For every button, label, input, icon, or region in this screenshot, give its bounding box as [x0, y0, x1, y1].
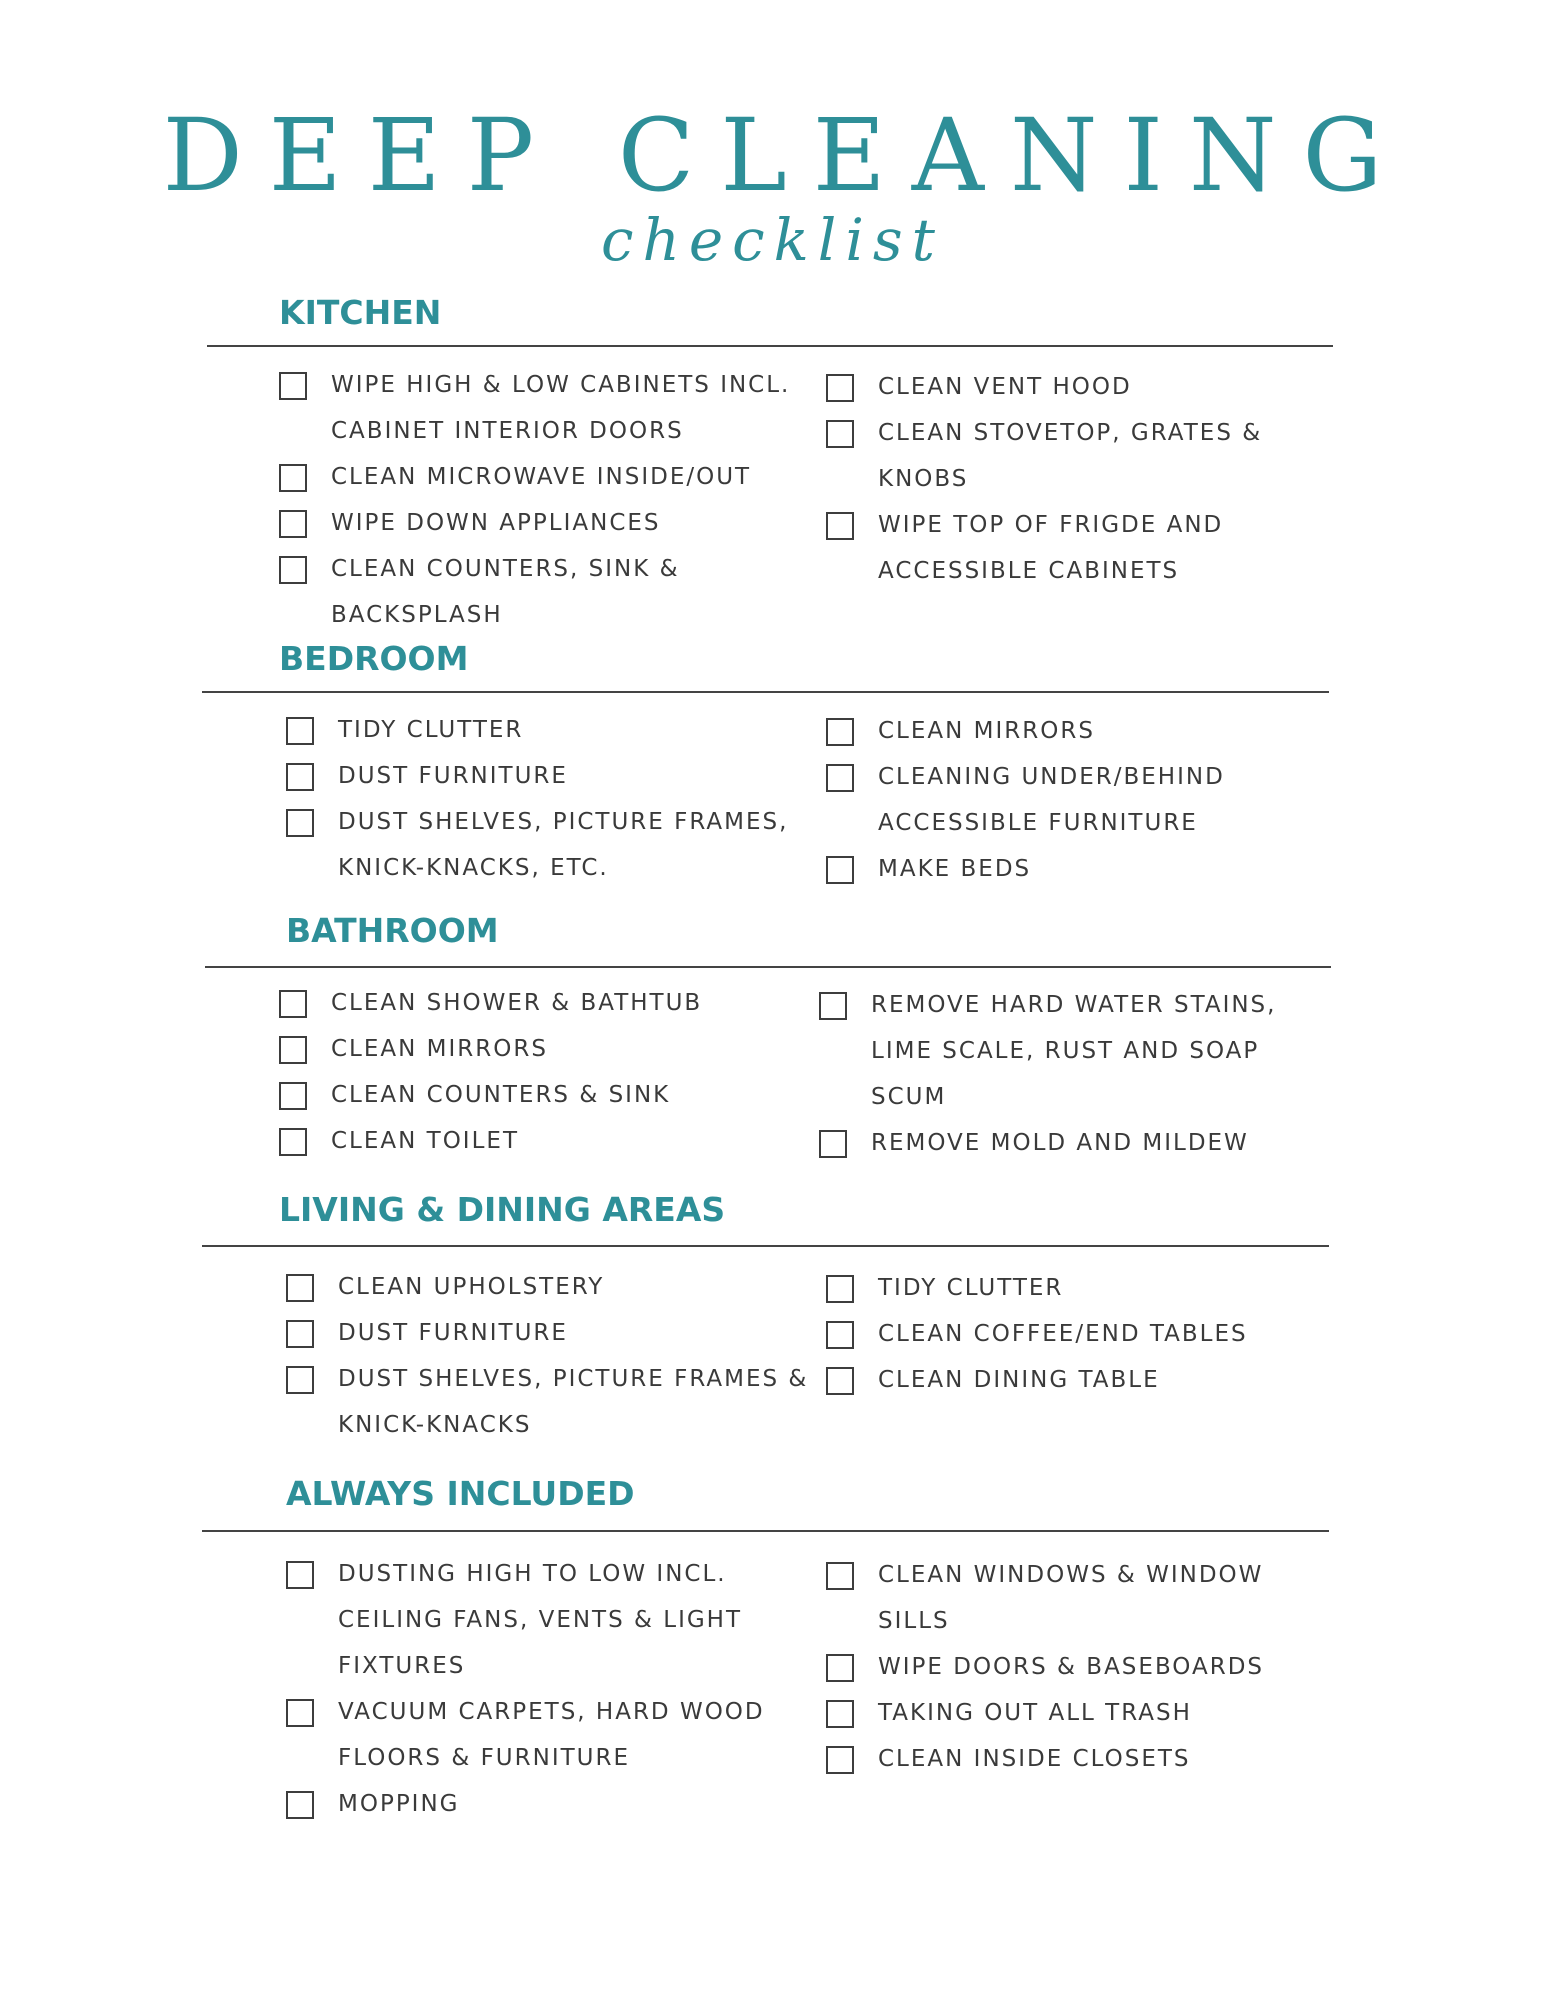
section-divider: [202, 1245, 1329, 1247]
checklist-item-label: [878, 1357, 1160, 1403]
checklist-item-line: TIDY CLUTTER: [338, 717, 524, 743]
checklist-item: [279, 454, 790, 500]
section-heading-kitchen: KITCHEN: [279, 293, 442, 332]
checklist-item-line: ACCESSIBLE FURNITURE: [878, 810, 1198, 836]
checkbox[interactable]: [826, 374, 854, 402]
checklist-item: [826, 364, 1262, 410]
checklist-item-label: [338, 799, 788, 891]
checkbox[interactable]: [286, 1791, 314, 1819]
checklist-item: [286, 1551, 765, 1689]
checklist-item-line: CLEAN MICROWAVE INSIDE/OUT: [331, 464, 752, 490]
living-dining-left-column: [286, 1264, 808, 1448]
checkbox[interactable]: [819, 1130, 847, 1158]
checklist-item-line: VACUUM CARPETS, HARD WOOD: [338, 1699, 765, 1725]
checklist-item-line: CLEAN COUNTERS, SINK &: [331, 556, 680, 582]
checklist-item-line: CLEAN MIRRORS: [878, 718, 1095, 744]
checklist-item: [826, 846, 1225, 892]
kitchen-left-column: [279, 362, 790, 638]
checklist-item-line: FLOORS & FURNITURE: [338, 1745, 630, 1771]
checklist-item-label: [338, 753, 568, 799]
checklist-item: [286, 1264, 808, 1310]
checkbox[interactable]: [826, 856, 854, 884]
checklist-item-line: TAKING OUT ALL TRASH: [878, 1700, 1192, 1726]
checkbox[interactable]: [286, 763, 314, 791]
checklist-item-line: SILLS: [878, 1608, 950, 1634]
checklist-item-label: [878, 708, 1095, 754]
checkbox[interactable]: [826, 1654, 854, 1682]
checkbox[interactable]: [826, 1275, 854, 1303]
checklist-item-line: CLEAN TOILET: [331, 1128, 519, 1154]
checklist-item-line: ACCESSIBLE CABINETS: [878, 558, 1180, 584]
checklist-item-label: [331, 1026, 548, 1072]
checklist-item: [286, 1310, 808, 1356]
checklist-item-label: [878, 754, 1225, 846]
checkbox[interactable]: [826, 1321, 854, 1349]
checklist-item: [826, 754, 1225, 846]
checkbox[interactable]: [286, 1274, 314, 1302]
checklist-item: [819, 982, 1276, 1120]
always-included-right-column: [826, 1552, 1264, 1782]
checklist-item-label: [878, 410, 1262, 502]
checklist-item: [286, 799, 788, 891]
checklist-item-line: CLEAN WINDOWS & WINDOW: [878, 1562, 1264, 1588]
checklist-item-label: [878, 1311, 1248, 1357]
checklist-item-line: SCUM: [871, 1084, 947, 1110]
checklist-item-label: [871, 982, 1276, 1120]
checklist-item-label: [878, 1644, 1264, 1690]
checkbox[interactable]: [826, 1700, 854, 1728]
checklist-item-label: [338, 1310, 568, 1356]
checklist-item-line: DUST FURNITURE: [338, 1320, 568, 1346]
checklist-item-line: CLEANING UNDER/BEHIND: [878, 764, 1225, 790]
checkbox[interactable]: [819, 992, 847, 1020]
checkbox[interactable]: [286, 1699, 314, 1727]
checklist-item-line: CLEAN COUNTERS & SINK: [331, 1082, 671, 1108]
page-title: DEEP CLEANING: [162, 97, 1409, 214]
checklist-item: [286, 707, 788, 753]
section-heading-living-dining: LIVING & DINING AREAS: [279, 1190, 726, 1229]
checklist-item-label: [871, 1120, 1249, 1166]
checklist-item: [279, 980, 702, 1026]
checklist-item: [826, 1690, 1264, 1736]
checklist-item: [279, 362, 790, 454]
checkbox[interactable]: [279, 372, 307, 400]
checkbox[interactable]: [826, 1367, 854, 1395]
checklist-item: [826, 410, 1262, 502]
checklist-item-line: REMOVE MOLD AND MILDEW: [871, 1130, 1249, 1156]
section-divider: [205, 966, 1331, 968]
checklist-item-line: WIPE HIGH & LOW CABINETS INCL.: [331, 372, 791, 398]
checklist-item-label: [331, 980, 702, 1026]
checklist-item: [826, 502, 1262, 594]
checkbox[interactable]: [826, 512, 854, 540]
checkbox[interactable]: [826, 420, 854, 448]
checklist-item-line: BACKSPLASH: [331, 602, 503, 628]
checklist-item-line: CLEAN VENT HOOD: [878, 374, 1132, 400]
checklist-item-label: [338, 1689, 765, 1781]
section-heading-always-included: ALWAYS INCLUDED: [286, 1474, 635, 1513]
checkbox[interactable]: [286, 1320, 314, 1348]
checklist-item-line: MAKE BEDS: [878, 856, 1032, 882]
checklist-item-line: WIPE DOORS & BASEBOARDS: [878, 1654, 1265, 1680]
checklist-item: [286, 1356, 808, 1448]
section-divider: [207, 345, 1333, 347]
checkbox[interactable]: [826, 1562, 854, 1590]
checklist-item-line: DUST SHELVES, PICTURE FRAMES &: [338, 1366, 809, 1392]
checklist-item: [826, 1311, 1248, 1357]
checkbox[interactable]: [286, 1366, 314, 1394]
checkbox[interactable]: [279, 1128, 307, 1156]
checklist-item-line: MOPPING: [338, 1791, 460, 1817]
checklist-item: [279, 500, 790, 546]
checklist-item-line: DUSTING HIGH TO LOW INCL.: [338, 1561, 727, 1587]
bathroom-right-column: [819, 982, 1276, 1166]
checkbox[interactable]: [286, 809, 314, 837]
checkbox[interactable]: [286, 1561, 314, 1589]
checklist-item-line: DUST SHELVES, PICTURE FRAMES,: [338, 809, 789, 835]
kitchen-right-column: [826, 364, 1262, 594]
checklist-item: [286, 1689, 765, 1781]
checklist-item-line: KNOBS: [878, 466, 969, 492]
checkbox[interactable]: [279, 464, 307, 492]
checkbox[interactable]: [279, 1036, 307, 1064]
checklist-item-label: [331, 1118, 519, 1164]
checkbox[interactable]: [279, 510, 307, 538]
checklist-item: [826, 1265, 1248, 1311]
checklist-item-line: CABINET INTERIOR DOORS: [331, 418, 684, 444]
section-heading-bathroom: BATHROOM: [286, 911, 499, 950]
section-divider: [202, 1530, 1329, 1532]
bedroom-left-column: [286, 707, 788, 891]
checklist-item-line: DUST FURNITURE: [338, 763, 568, 789]
section-heading-bedroom: BEDROOM: [279, 639, 469, 678]
checklist-item: [279, 1026, 702, 1072]
checklist-item-label: [878, 846, 1031, 892]
checklist-item-line: REMOVE HARD WATER STAINS,: [871, 992, 1277, 1018]
checklist-item: [826, 708, 1225, 754]
checklist-item-line: TIDY CLUTTER: [878, 1275, 1064, 1301]
checklist-item-label: [338, 1356, 808, 1448]
checklist-item: [279, 1072, 702, 1118]
checklist-item-label: [331, 1072, 670, 1118]
checklist-item: [279, 546, 790, 638]
checkbox[interactable]: [826, 1746, 854, 1774]
checklist-item-line: CEILING FANS, VENTS & LIGHT: [338, 1607, 743, 1633]
checklist-item-label: [331, 362, 790, 454]
checklist-item-line: WIPE TOP OF FRIGDE AND: [878, 512, 1224, 538]
bedroom-right-column: [826, 708, 1225, 892]
checkbox[interactable]: [279, 1082, 307, 1110]
checklist-item-label: [878, 502, 1223, 594]
checkbox[interactable]: [279, 556, 307, 584]
checklist-item-line: CLEAN MIRRORS: [331, 1036, 548, 1062]
checklist-item: [826, 1644, 1264, 1690]
checklist-item-label: [338, 1551, 742, 1689]
checklist-item-label: [878, 1552, 1263, 1644]
page-subtitle: checklist: [601, 206, 944, 274]
checklist-item: [279, 1118, 702, 1164]
living-dining-right-column: [826, 1265, 1248, 1403]
checklist-item: [826, 1736, 1264, 1782]
checkbox[interactable]: [826, 718, 854, 746]
checklist-item-label: [338, 1781, 460, 1827]
checklist-item-label: [338, 707, 523, 753]
checklist-item: [826, 1552, 1264, 1644]
checklist-item-label: [878, 1265, 1063, 1311]
checklist-item-line: CLEAN UPHOLSTERY: [338, 1274, 605, 1300]
bathroom-left-column: [279, 980, 702, 1164]
checklist-item-label: [878, 364, 1132, 410]
checklist-item-label: [338, 1264, 604, 1310]
checklist-item-label: [878, 1736, 1191, 1782]
checklist-item-line: CLEAN SHOWER & BATHTUB: [331, 990, 703, 1016]
checklist-item-line: WIPE DOWN APPLIANCES: [331, 510, 661, 536]
checklist-item-line: CLEAN INSIDE CLOSETS: [878, 1746, 1191, 1772]
checklist-item-line: CLEAN COFFEE/END TABLES: [878, 1321, 1248, 1347]
checklist-item-label: [331, 500, 661, 546]
checklist-item: [286, 1781, 765, 1827]
checklist-item: [286, 753, 788, 799]
checkbox[interactable]: [286, 717, 314, 745]
checklist-item-label: [331, 546, 680, 638]
checklist-item-line: KNICK-KNACKS, ETC.: [338, 855, 609, 881]
checklist-item: [819, 1120, 1276, 1166]
checklist-item-line: LIME SCALE, RUST AND SOAP: [871, 1038, 1260, 1064]
checklist-item-line: FIXTURES: [338, 1653, 466, 1679]
checklist-item-line: KNICK-KNACKS: [338, 1412, 532, 1438]
checklist-item-line: CLEAN STOVETOP, GRATES &: [878, 420, 1263, 446]
checkbox[interactable]: [279, 990, 307, 1018]
always-included-left-column: [286, 1551, 765, 1827]
section-divider: [202, 691, 1329, 693]
checklist-item-label: [331, 454, 751, 500]
checklist-item: [826, 1357, 1248, 1403]
checklist-item-label: [878, 1690, 1192, 1736]
checklist-item-line: CLEAN DINING TABLE: [878, 1367, 1160, 1393]
checkbox[interactable]: [826, 764, 854, 792]
